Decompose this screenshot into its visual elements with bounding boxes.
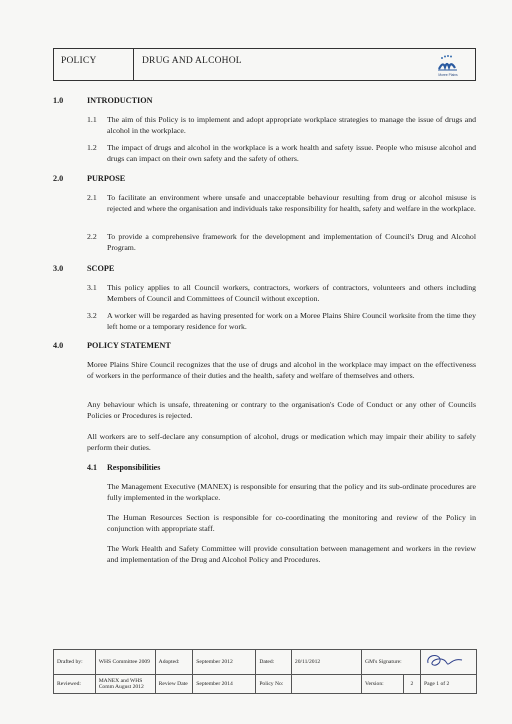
subsection-number: 4.1 [87, 463, 97, 472]
section-title: POLICY STATEMENT [87, 341, 171, 350]
dated-value: 20/11/2012 [291, 650, 361, 675]
drafted-value: WHS Committee 2009 [95, 650, 155, 675]
list-item: To facilitate an environment where unsafe and unacceptable behaviour resulting from drug or alcohol misuse is rejected and where the organisation and individuals take responsibility for health, safety and welfare in the workplace. [107, 193, 476, 214]
item-number: 1.2 [87, 143, 97, 152]
list-item: To provide a comprehensive framework for the development and implementation of Council's Drug and Alcohol Program. [107, 232, 476, 253]
signature-icon [424, 651, 466, 671]
table-row [54, 675, 477, 694]
document-header [53, 48, 476, 81]
list-item: The impact of drugs and alcohol in the workplace is a work health and safety issue. People who misuse alcohol and drugs can impact on their own safety and the safety of others. [107, 143, 476, 164]
section-number: 2.0 [53, 174, 64, 183]
section-number: 3.0 [53, 264, 64, 273]
svg-text:Moree Plains: Moree Plains [438, 73, 458, 77]
document-title: DRUG AND ALCOHOL [142, 56, 242, 66]
paragraph: Moree Plains Shire Council recognizes that the use of drugs and alcohol in the workplace may impact on the effectiveness of workers in the performance of their duties and the health, safety and welfare of themselves and others. [87, 360, 476, 381]
list-item: This policy applies to all Council workers, contractors, workers of contractors, volunteers and others including Members of Council and Committees of Council without exception. [107, 283, 476, 304]
item-number: 3.1 [87, 283, 97, 292]
version-value: 2 [403, 675, 420, 694]
list-item: A worker will be regarded as having presented for work on a Moree Plains Shire Council worksite from the time they left home or a temporary residence for work. [107, 311, 476, 332]
review-date-value: September 2014 [193, 675, 256, 694]
policy-label: POLICY [61, 56, 97, 66]
signature [421, 650, 477, 675]
gm-signature-label: GM's Signature: [362, 650, 421, 675]
section-number: 1.0 [53, 96, 64, 105]
section-number: 4.0 [53, 341, 64, 350]
section-title: INTRODUCTION [87, 96, 153, 105]
paragraph: Any behaviour which is unsafe, threatening or contrary to the organisation's Code of Conduct or any other of Councils Policies or Procedures is rejected. [87, 400, 476, 421]
dated-label: Dated: [256, 650, 292, 675]
page-number: Page 1 of 2 [421, 675, 477, 694]
council-logo-icon [431, 53, 465, 79]
section-title: SCOPE [87, 264, 115, 273]
table-row [54, 650, 477, 675]
adopted-label: Adopted: [155, 650, 193, 675]
paragraph: The Work Health and Safety Committee will provide consultation between management and workers in the review and implementation of the Drug and Alcohol Policy and Procedures. [107, 544, 476, 565]
subsection-title: Responsibilities [107, 463, 161, 472]
paragraph: All workers are to self-declare any consumption of alcohol, drugs or medication which may impair their ability to safely perform their duties. [87, 432, 476, 453]
paragraph: The Human Resources Section is responsible for co-coordinating the monitoring and review of the Policy in conjunction with appropriate staff. [107, 513, 476, 534]
drafted-label: Drafted by: [54, 650, 96, 675]
policy-no-value [291, 675, 361, 694]
document-control-table [53, 649, 477, 694]
item-number: 2.2 [87, 232, 97, 241]
section-title: PURPOSE [87, 174, 126, 183]
item-number: 2.1 [87, 193, 97, 202]
item-number: 3.2 [87, 311, 97, 320]
item-number: 1.1 [87, 115, 97, 124]
adopted-value: September 2012 [193, 650, 256, 675]
paragraph: The Management Executive (MANEX) is responsible for ensuring that the policy and its sub-ordinate procedures are fully implemented in the workplace. [107, 482, 476, 503]
review-date-label: Review Date [155, 675, 193, 694]
reviewed-label: Reviewed: [54, 675, 96, 694]
list-item: The aim of this Policy is to implement and adopt appropriate workplace strategies to manage the issue of drugs and alcohol in the workplace. [107, 115, 476, 136]
version-label: Version: [362, 675, 404, 694]
policy-no-label: Policy No: [256, 675, 292, 694]
reviewed-value: MANEX and WHS Comm August 2012 [95, 675, 155, 694]
